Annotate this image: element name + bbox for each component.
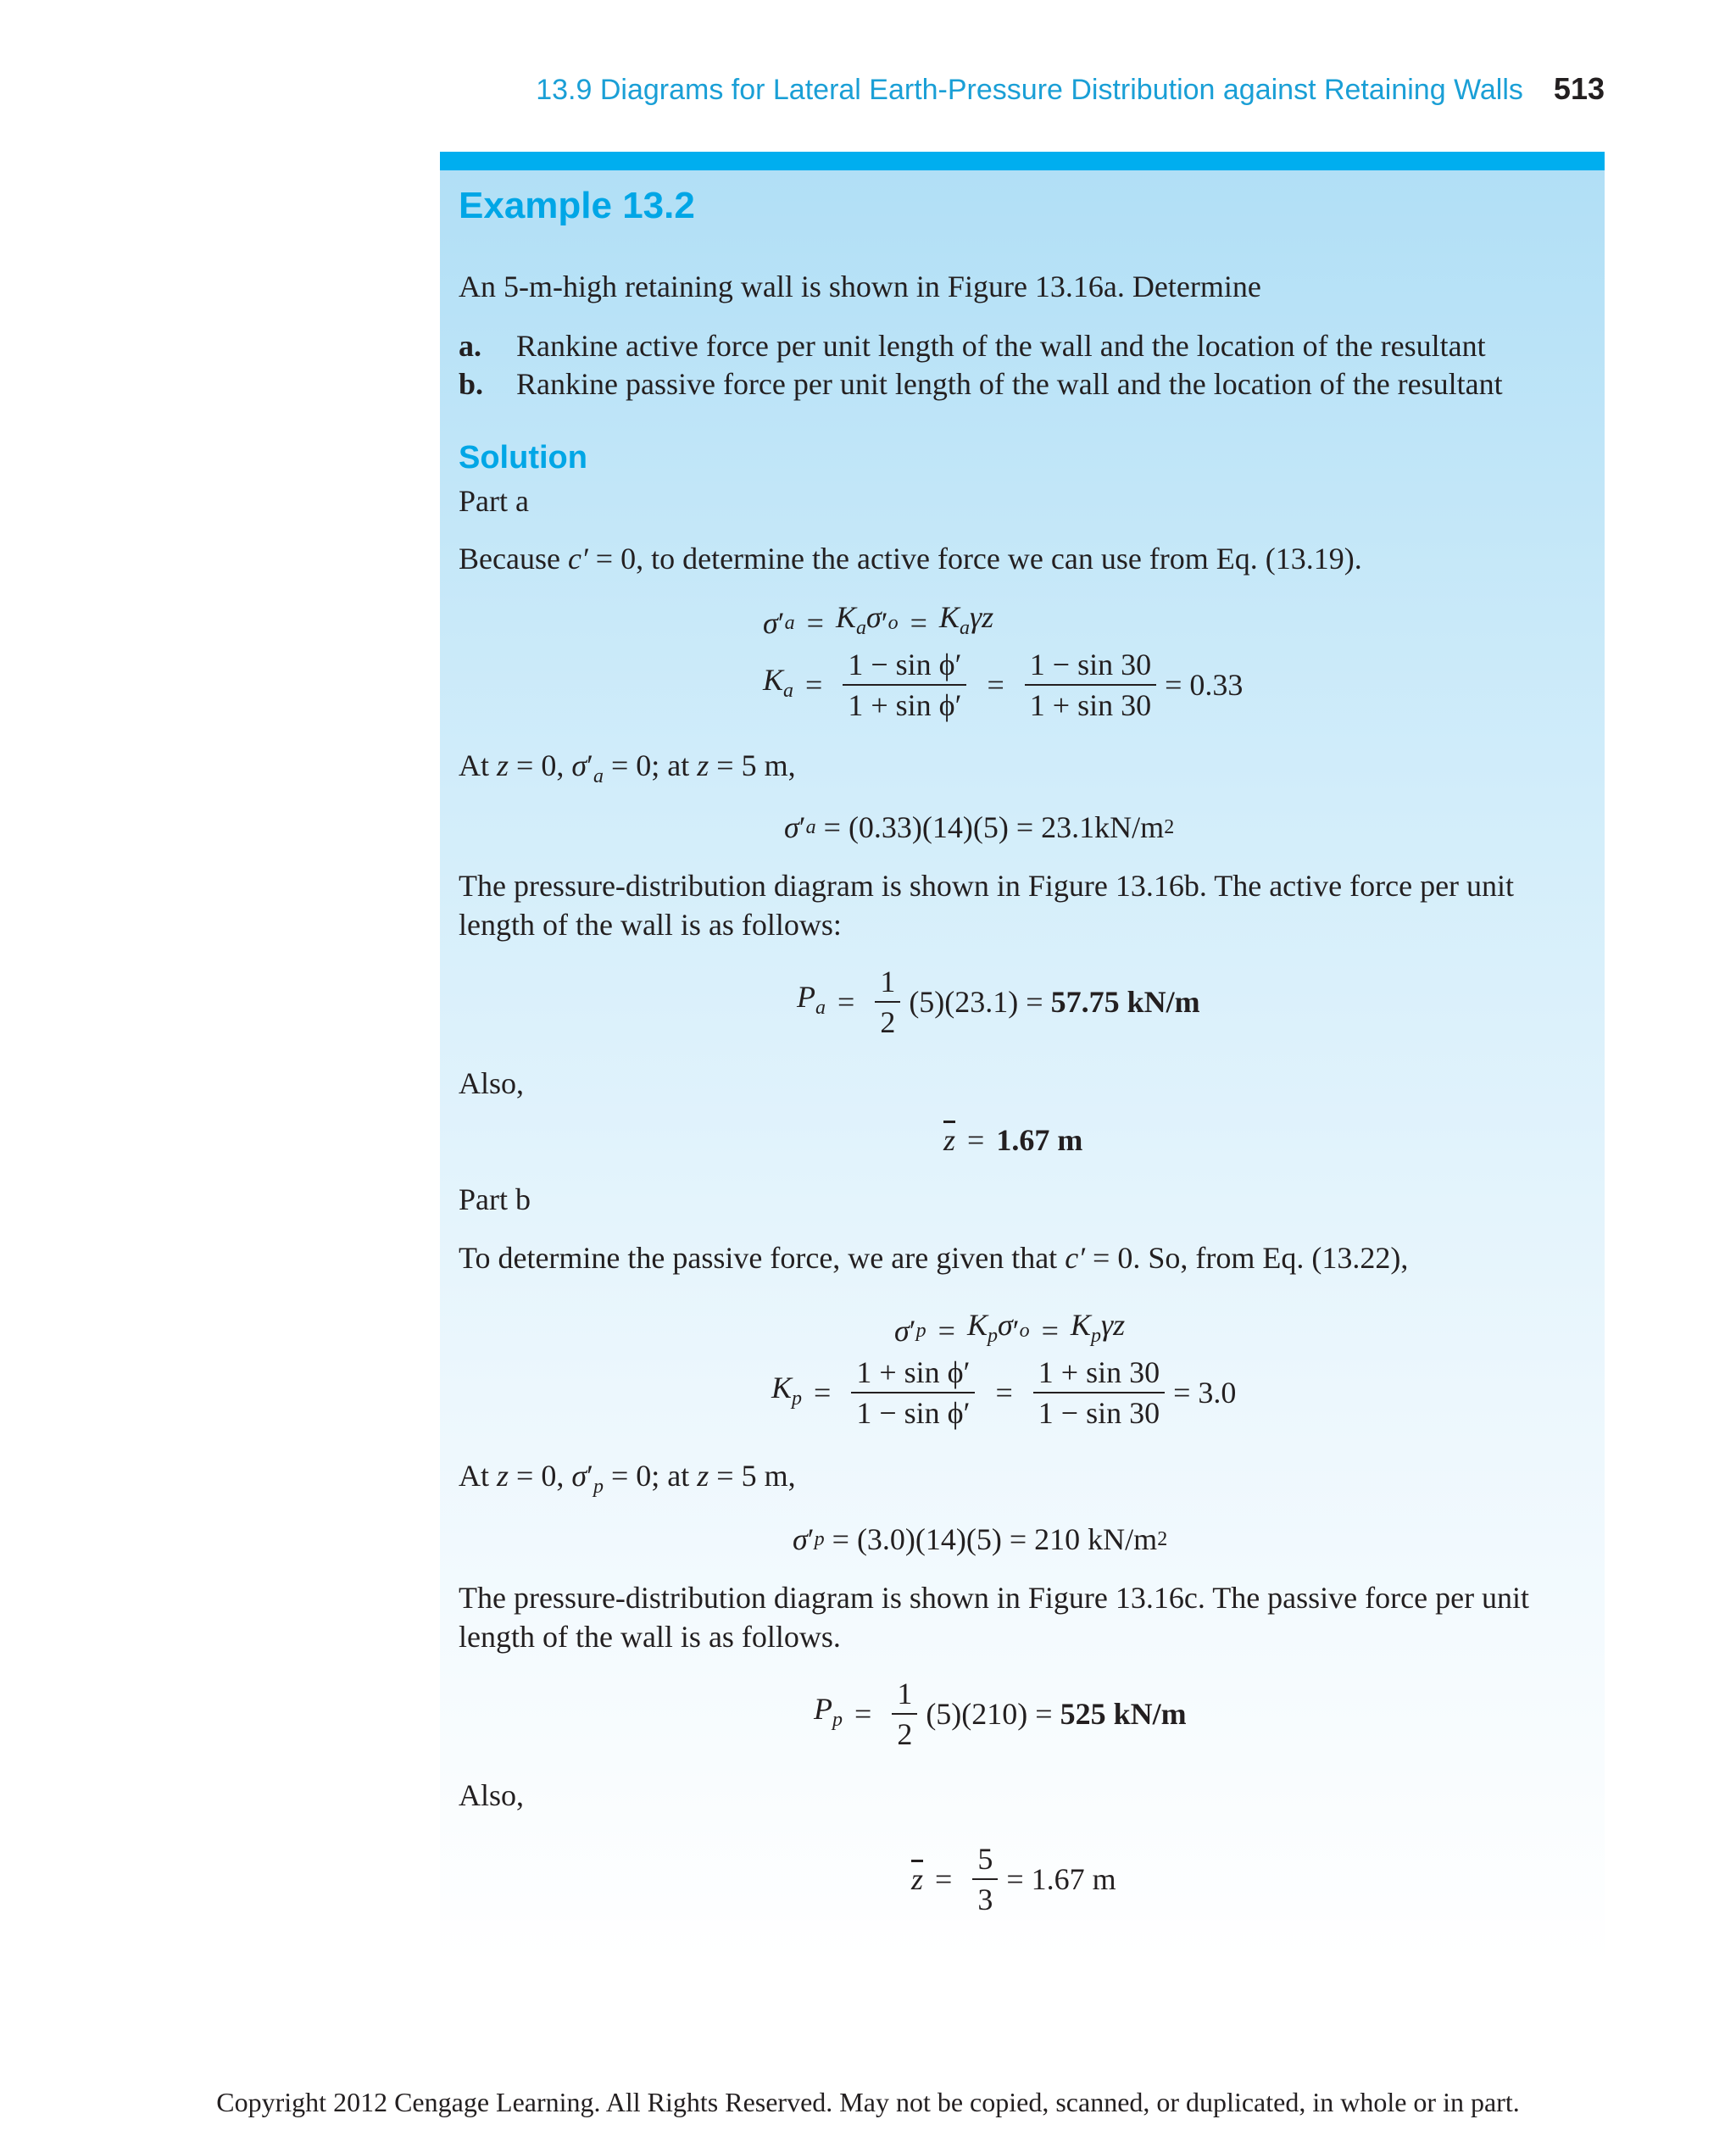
part-b-label: Part b bbox=[459, 1182, 531, 1216]
item-a-text: Rankine active force per unit length of the wall and the location of the resultant bbox=[516, 329, 1486, 363]
passive-force-expr: (5)(210) = bbox=[926, 1697, 1053, 1731]
ka-num-frac-num: 1 − sin 30 bbox=[1029, 648, 1152, 681]
kp-frac-den: 1 − sin ϕ′ bbox=[851, 1392, 975, 1432]
part-b-condition: At z = 0, $\sigma'_p = 0$; at z = 5 m, bbox=[459, 1459, 796, 1498]
part-b-also: Also, bbox=[459, 1778, 525, 1812]
part-a-condition: At z = 0, $\sigma'_a = 0$; at z = 5 m, bbox=[459, 748, 796, 787]
ka-frac-den: 1 + sin ϕ′ bbox=[843, 684, 966, 725]
kp-result: = 3.0 bbox=[1173, 1376, 1237, 1410]
equation-ka: $K_a$ = $\frac{\text{1 − sin ϕ′}}{\text{1 + sin ϕ′}}$ = $\frac{1 - \sin 30}{1 + \sin 30}$ = 0.33 bbox=[763, 645, 1243, 725]
part-b-diagram-text: The pressure-distribution diagram is shown in Figure 13.16c. The passive force per unit length of the wall is as follows. bbox=[459, 1581, 1530, 1654]
equation-active-stress-value: σ ′ a = (0.33)(14)(5) = 23.1kN/m 2 bbox=[784, 808, 1174, 847]
kp-frac-num: 1 + sin ϕ′ bbox=[856, 1355, 971, 1389]
equation-passive-stress: σ ′ p = $K_p\sigma$ ′ o = $K_p\gamma z$ bbox=[894, 1308, 1126, 1348]
item-b-text: Rankine passive force per unit length of the wall and the location of the resultant bbox=[516, 367, 1503, 401]
part-a-also: Also, bbox=[459, 1066, 525, 1100]
section-title: 13.9 Diagrams for Lateral Earth-Pressure Distribution against Retaining Walls bbox=[536, 74, 1523, 106]
active-location-result: 1.67 m bbox=[996, 1123, 1083, 1157]
part-b-intro-prefix: To determine the passive force, we are given that bbox=[459, 1241, 1058, 1275]
ka-frac-num: 1 − sin ϕ′ bbox=[848, 648, 962, 681]
part-a-diagram-text: The pressure-distribution diagram is shown in Figure 13.16b. The active force per unit length of the wall is as follows: bbox=[459, 869, 1515, 942]
passive-stress-value: = (3.0)(14)(5) = 210 kN/m bbox=[832, 1522, 1158, 1556]
item-b-label: b. bbox=[459, 367, 484, 401]
active-force-expr: (5)(23.1) = bbox=[909, 985, 1043, 1019]
passive-location-num: 5 bbox=[977, 1842, 993, 1876]
passive-location-den: 3 bbox=[972, 1878, 998, 1919]
equation-active-location: $\overline{z}$ = 1.67 m bbox=[943, 1121, 1082, 1160]
active-force-result: 57.75 kN/m bbox=[1050, 985, 1200, 1019]
example-box-top-bar bbox=[440, 152, 1605, 170]
part-b-intro: To determine the passive force, we are given that c′ = 0. So, from Eq. (13.22), bbox=[459, 1241, 1409, 1275]
equation-passive-force: $P_p$ = $\frac{1}{2}$ (5)(210) = 525 kN/m bbox=[814, 1674, 1187, 1754]
part-a-intro: Because c′ = 0, to determine the active force we can use from Eq. (13.19). bbox=[459, 542, 1362, 576]
part-a-intro-suffix: = 0, to determine the active force we can use from Eq. (13.19). bbox=[595, 542, 1362, 576]
equation-active-stress: σ ′ a = $K_a\sigma$ ′ o = $K_a\gamma z$ bbox=[763, 600, 994, 640]
page-number: 513 bbox=[1553, 71, 1605, 106]
part-a-label: Part a bbox=[459, 484, 529, 518]
ka-num-frac-den: 1 + sin 30 bbox=[1025, 684, 1156, 725]
kp-num-frac-num: 1 + sin 30 bbox=[1038, 1355, 1160, 1389]
part-b-intro-suffix: = 0. So, from Eq. (13.22), bbox=[1093, 1241, 1409, 1275]
solution-heading: Solution bbox=[459, 440, 587, 476]
equation-active-force: $P_a$ = $\frac{1}{2}$ (5)(23.1) = 57.75 kN/m bbox=[797, 962, 1200, 1042]
passive-force-result: 525 kN/m bbox=[1060, 1697, 1187, 1731]
ka-result: = 0.33 bbox=[1165, 668, 1244, 702]
equation-kp: $K_p$ = $\frac{\text{1 + sin ϕ′}}{\text{1 − sin ϕ′}}$ = $\frac{1 + \sin 30}{1 - \sin 30}$ = 3.0 bbox=[771, 1353, 1236, 1432]
equation-passive-location: $\overline{z}$ = $\frac{5}{3}$ = 1.67 m bbox=[911, 1839, 1116, 1919]
equation-passive-stress-value: σ ′ p = (3.0)(14)(5) = 210 kN/m 2 bbox=[793, 1520, 1167, 1559]
example-title: Example 13.2 bbox=[459, 185, 695, 226]
kp-num-frac-den: 1 − sin 30 bbox=[1033, 1392, 1165, 1432]
active-stress-value: = (0.33)(14)(5) = 23.1kN/m bbox=[823, 810, 1165, 844]
item-a-label: a. bbox=[459, 329, 481, 363]
passive-location-result: = 1.67 m bbox=[1006, 1862, 1116, 1896]
example-intro: An 5-m-high retaining wall is shown in Figure 13.16a. Determine bbox=[459, 270, 1261, 303]
part-a-intro-prefix: Because bbox=[459, 542, 560, 576]
running-head bbox=[0, 71, 1605, 107]
copyright-footer: Copyright 2012 Cengage Learning. All Rights Reserved. May not be copied, scanned, or duplicated, in whole or in part. bbox=[216, 2087, 1520, 2117]
